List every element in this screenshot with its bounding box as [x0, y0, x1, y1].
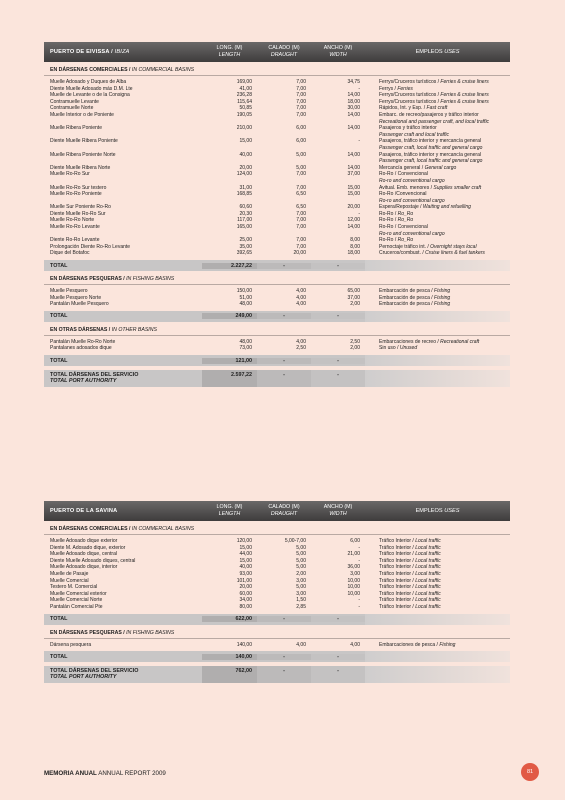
- table-row: Muelle Interior o de Poniente 190,05 7,00 14,00 Embarc. de recreo/pasajeros y tráfico interior: [50, 111, 479, 118]
- table-row: Testero M. Comercial 20,00 5,00 10,00 Tráfico Interior / Local traffic: [50, 584, 441, 591]
- section-heading: EN DÁRSENAS COMERCIALES / IN COMMERCIAL BASINS: [50, 67, 195, 73]
- section-heading: EN OTRAS DÁRSENAS / IN OTHER BASINS: [50, 326, 157, 333]
- section-heading: EN DÁRSENAS COMERCIALES / IN COMMERCIAL BASINS: [50, 526, 195, 532]
- grand-total-row: TOTAL DÁRSENAS DEL SERVICIO TOTAL PORT AUTHORITY 762,00 - -: [44, 666, 510, 683]
- port-title: PUERTO DE LA SAVINA: [50, 508, 118, 514]
- total-row: TOTAL 622,00 - -: [44, 614, 510, 625]
- row-group: [44, 288, 510, 308]
- total-row: TOTAL 2.227,22 - -: [44, 260, 510, 271]
- table-row: Diente Muelle Adosado más D.M. Lte 41,00 7,00 - Ferrys / Ferries: [50, 85, 413, 92]
- table-row: Muelle Ro-Ro Sur testero 31,00 7,00 15,00 Avitual. Emb. menores / Supplies smaller craft: [50, 184, 482, 191]
- table-row: Passenger craft, local traffic and general cargo: [379, 158, 483, 165]
- table-row: Recreational and passenger craft, and local traffic: [379, 118, 490, 125]
- table-header: PUERTO DE LA SAVINA LONG. (M) LENGTH CALADO (M) DRAUGHT ANCHO (M) WIDTH EMPLEOS USES: [44, 501, 510, 521]
- table-row: Diente Muelle Ro-Ro Sur 20,30 7,00 - Ro-Ro / Ro_Ro: [50, 210, 414, 217]
- col-draught: CALADO (M): [268, 45, 300, 51]
- table-savina: [44, 501, 510, 687]
- table-row: Diente Muelle Ribera Poniente 15,00 6,00 - Pasajeros, tráfico interior y mercancía general: [50, 138, 481, 145]
- table-row: Contramuelle Norte 50,85 7,00 30,00 Rápidos, Int. y Esp. / Fast craft: [50, 105, 448, 112]
- col-width: ANCHO (M): [323, 45, 353, 51]
- table-row: Muelle Adosado dique, central 44,00 5,00 21,00 Tráfico Interior / Local traffic: [50, 551, 441, 558]
- footer: MEMORIA ANUAL ANNUAL REPORT 2009: [44, 770, 166, 777]
- table-row: Diente M. Adosado dique, exterior 15,00 5,00 - Tráfico Interior / Local traffic: [50, 544, 441, 551]
- table-row: Contramuelle Levante 115,64 7,00 18,00 Ferrys/Cruceros turísticos / Ferries & cruise liners: [50, 98, 489, 105]
- table-row: Muelle Adosado dique exterior 120,00 5,00-7,00 6,00 Tráfico Interior / Local traffic: [50, 538, 441, 544]
- port-title-en: IBIZA: [114, 49, 130, 55]
- table-row: Ro-ro and conventional cargo: [379, 177, 445, 184]
- grand-total-row: TOTAL DÁRSENAS DEL SERVICIO TOTAL PORT AUTHORITY 2.597,22 - -: [44, 370, 510, 387]
- col-uses: EMPLEOS: [415, 49, 443, 55]
- table-row: Muelle Pesquero Norte 51,00 4,00 37,00 Embarcación de pesca / Fishing: [50, 294, 451, 301]
- table-row: Muelle Ro-Ro Poniente 168,85 6,50 15,00 Ro-Ro /Convencional: [50, 191, 427, 198]
- table-row: Passenger craft and local traffic: [379, 131, 450, 138]
- table-row: Ro-ro and conventional cargo: [379, 197, 445, 204]
- section-heading: EN DÁRSENAS PESQUERAS / IN FISHING BASINS: [50, 276, 175, 283]
- table-row: Dársena pesquera 140,00 4,00 4,00 Embarcaciones de pesca / Fishing: [50, 641, 456, 648]
- col-uses-en: USES: [444, 49, 460, 55]
- page-number: 81: [521, 763, 539, 781]
- port-title: PUERTO DE EIVISSA: [50, 49, 110, 55]
- table-row: Passenger craft, local traffic and general cargo: [379, 144, 483, 151]
- table-row: Muelle de Levante o de la Consigna 236,28 7,00 14,00 Ferrys/Cruceros turísticos / Ferries & cruise liners: [50, 92, 489, 99]
- table-row: Muelle de Pasaje 93,00 2,00 3,00 Tráfico Interior / Local traffic: [50, 570, 441, 577]
- total-row: TOTAL 140,00 - -: [44, 651, 510, 662]
- total-row: TOTAL 121,00 - -: [44, 355, 510, 366]
- section-heading: EN DÁRSENAS PESQUERAS / IN FISHING BASINS: [50, 629, 175, 636]
- table-row: Muelle Ro-Ro Sur 124,00 7,00 37,00 Ro-Ro / Convencional: [50, 171, 428, 178]
- table-row: Diente Ro-Ro Levante 25,00 7,00 8,00 Ro-Ro / Ro_Ro: [50, 237, 414, 244]
- table-row: Muelle Ribera Poniente Norte 40,00 5,00 14,00 Pasajeros, tráfico interior y mercancía general: [50, 151, 481, 158]
- table-row: Pantalán Muelle Pesquero 48,00 4,00 2,00 Embarcación de pesca / Fishing: [50, 301, 451, 308]
- col-length: LONG. (M): [216, 45, 243, 51]
- table-row: Diente Muelle Ribera Norte 20,00 5,00 14,00 Mercancía general / General cargo: [50, 164, 457, 171]
- col-width-en: WIDTH: [329, 52, 347, 58]
- table-row: Muelle Comercial Norte 34,00 1,50 - Tráfico Interior / Local traffic: [50, 597, 441, 604]
- table-row: Diente Muelle Adosado diques, central 15,00 5,00 - Tráfico Interior / Local traffic: [50, 557, 441, 564]
- table-row: Ro-ro and conventional cargo: [379, 230, 445, 237]
- row-group: [44, 79, 510, 257]
- table-row: Muelle Sur Poniente Ro-Ro 60,60 6,50 20,00 Espera/Repostaje / Waiting and refuelling: [50, 204, 471, 211]
- table-row: Pantalán Muelle Ro-Ro Norte 48,00 4,00 2,50 Embarcaciones de recreo / Recreational craft: [50, 338, 480, 345]
- table-row: Muelle Ro-Ro Levante 165,00 7,00 14,00 Ro-Ro / Convencional: [50, 224, 428, 231]
- table-row: Dique del Botafoc 392,65 20,00 18,00 Cruceros/combust. / Cruise liners & fuel tankers: [50, 250, 485, 257]
- col-length-en: LENGTH: [218, 52, 241, 58]
- table-row: Muelle Ribera Poniente 210,00 6,00 14,00 Pasajeros y tráfico interior: [50, 125, 437, 132]
- table-row: Pantalán Comercial Pte 80,00 2,85 - Tráfico Interior / Local traffic: [50, 603, 441, 610]
- row-group: [44, 642, 510, 649]
- table-row: Muelle Comercial exterior 60,00 3,00 10,00 Tráfico Interior / Local traffic: [50, 590, 441, 597]
- row-group: [44, 538, 510, 611]
- table-row: Prolongación Diente Ro-Ro Levante 35,00 7,00 8,00 Pernoctaje tráfico int. / Overnight stays local: [50, 243, 477, 250]
- table-row: Muelle Pesquero 150,00 4,00 65,00 Embarcación de pesca / Fishing: [50, 288, 451, 295]
- table-header: PUERTO DE EIVISSA / IBIZA LONG. (M) LENGTH CALADO (M) DRAUGHT ANCHO (M) WIDTH EMPLEOS USES: [44, 42, 510, 62]
- table-row: Muelle Comercial 101,00 3,00 10,00 Tráfico Interior / Local traffic: [50, 577, 441, 584]
- table-eivissa: [44, 42, 510, 391]
- table-row: Muelle Ro-Ro Norte 117,00 7,00 12,00 Ro-Ro / Ro_Ro: [50, 217, 414, 224]
- table-row: Muelle Adosado dique, interior 40,00 5,00 36,00 Tráfico Interior / Local traffic: [50, 564, 441, 571]
- table-row: Pantalanes adosados dique 73,00 2,50 2,00 Sin uso / Unused: [50, 345, 418, 352]
- total-row: TOTAL 249,00 - -: [44, 311, 510, 322]
- col-draught-en: DRAUGHT: [270, 52, 298, 58]
- row-group: [44, 339, 510, 352]
- table-row: Muelle Adosado y Duques de Alba 169,00 7,00 34,75 Ferrys/Cruceros turísticos / Ferries & cruise liners: [50, 79, 489, 85]
